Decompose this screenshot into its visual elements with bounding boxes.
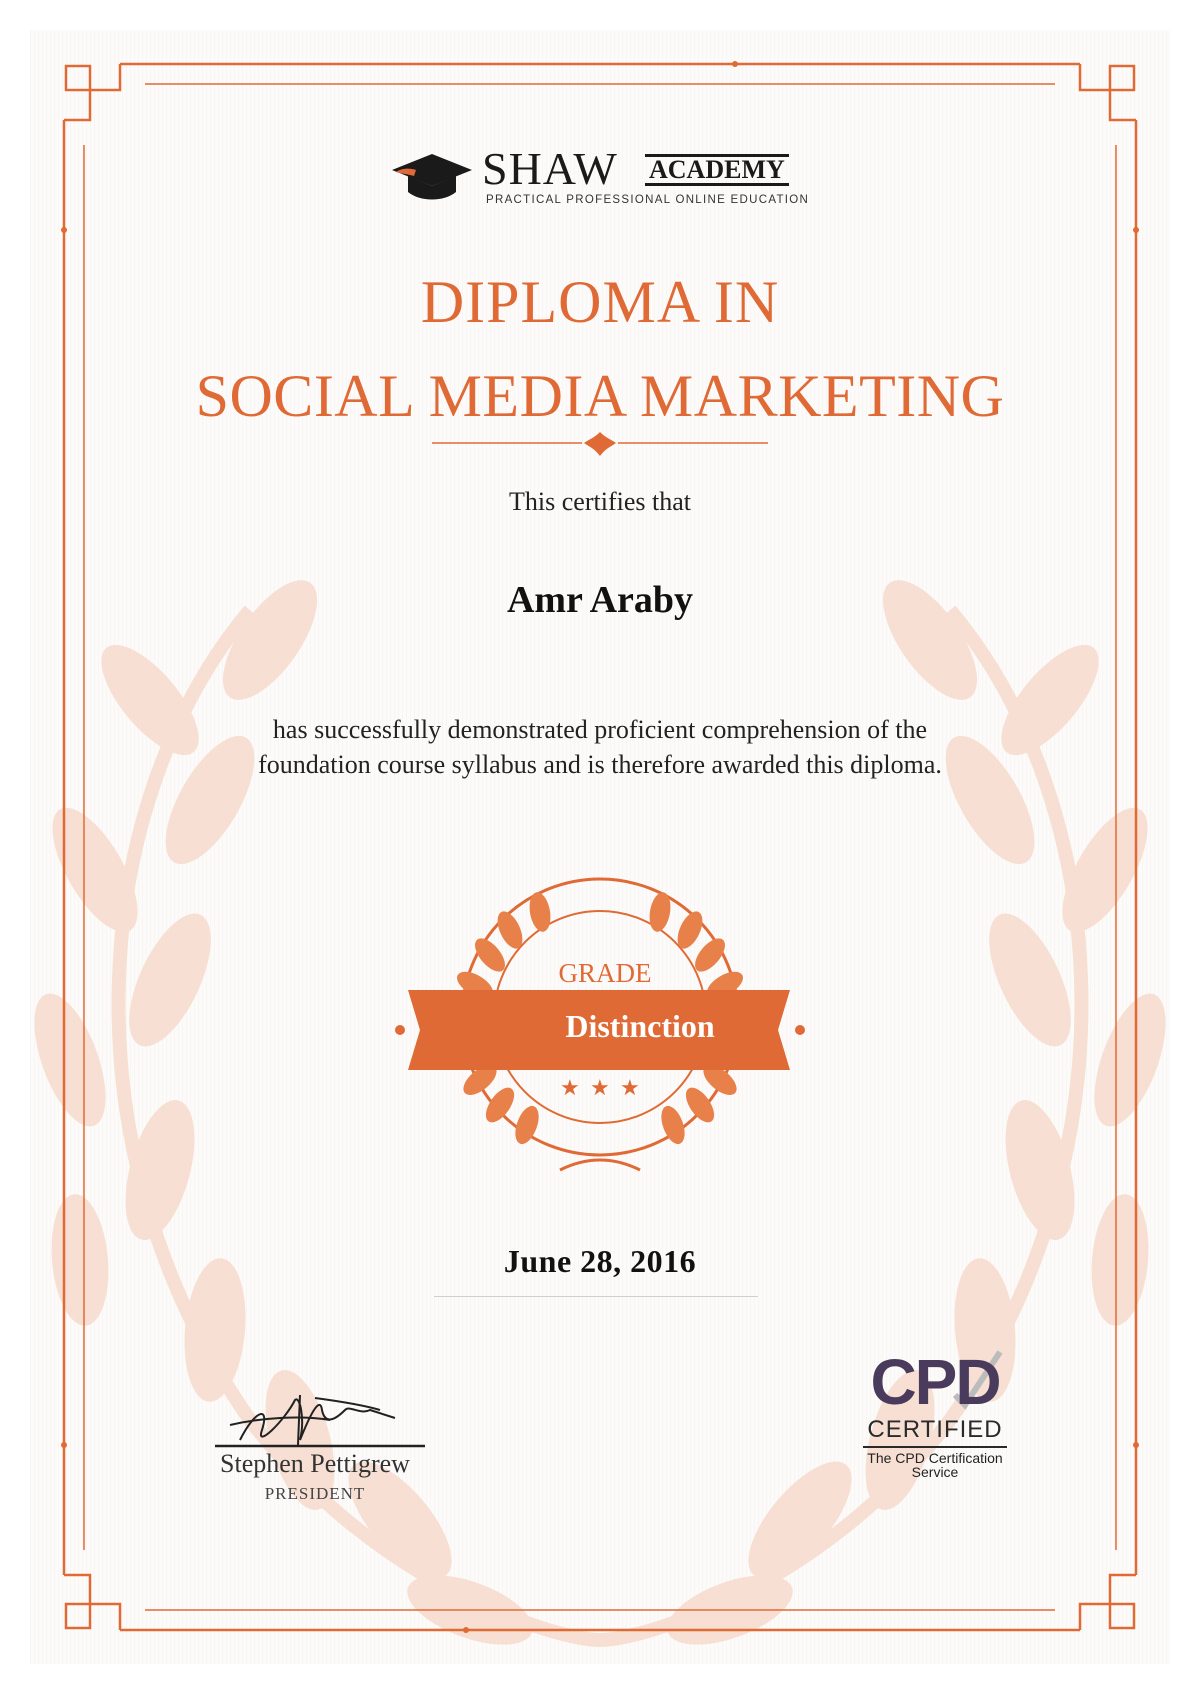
shaw-academy-logo: [390, 143, 820, 208]
certifies-text: This certifies that: [509, 487, 691, 516]
statement-line1: has successfully demonstrated proficient comprehension of the: [272, 715, 928, 744]
diploma-title-line1: DIPLOMA IN: [420, 269, 780, 335]
grade-value: Distinction: [565, 1008, 715, 1044]
star-icon: ★: [590, 1076, 610, 1101]
cpd-mark: CPD: [870, 1346, 1000, 1418]
graduation-cap-icon: [390, 148, 480, 208]
cpd-service-line1: The CPD Certification: [867, 1450, 1003, 1466]
title-divider: [432, 432, 768, 456]
star-icon: ★: [560, 1076, 580, 1101]
date-underline: [434, 1296, 758, 1297]
diploma-title-line2: SOCIAL MEDIA MARKETING: [195, 363, 1005, 429]
signatory-title: PRESIDENT: [264, 1484, 366, 1503]
recipient-name: Amr Araby: [506, 579, 694, 621]
cpd-service-line2: Service: [911, 1464, 959, 1480]
award-date: June 28, 2016: [503, 1243, 697, 1279]
cpd-divider: [863, 1446, 1007, 1448]
cpd-certified-badge: [855, 1346, 1015, 1480]
logo-brand-text: SHAW: [482, 143, 618, 194]
grade-label: GRADE: [558, 958, 652, 988]
star-icon: ★: [620, 1076, 640, 1101]
statement-line2: foundation course syllabus and is therefore awarded this diploma.: [258, 750, 942, 779]
logo-tagline: PRACTICAL PROFESSIONAL ONLINE EDUCATION: [486, 194, 810, 206]
signatory-name: Stephen Pettigrew: [220, 1449, 410, 1478]
logo-academy-text: ACADEMY: [645, 154, 789, 186]
cpd-certified-text: CERTIFIED: [867, 1416, 1003, 1443]
